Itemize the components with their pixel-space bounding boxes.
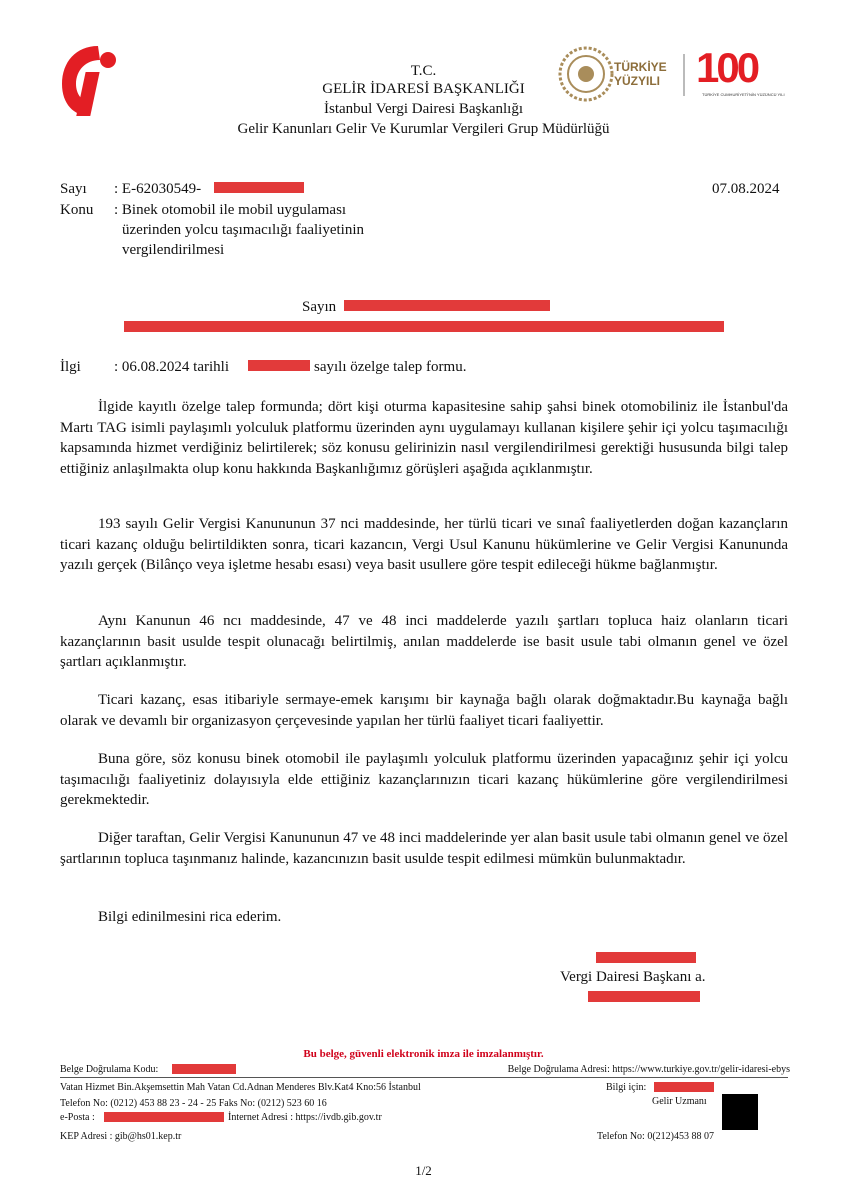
redaction-bar	[124, 321, 724, 332]
body-paragraph-3: Aynı Kanunun 46 ncı maddesinde, 47 ve 48 inci maddelerde yazılı şartları topluca haiz olanların ticari kazançlarının basit usulde tespit olunacağı belirtilmiş, anılan maddelerde ise basit usule tabi olmanın genel ve özel şartları açıklanmıştır.	[60, 613, 788, 670]
office-address: Vatan Hizmet Bin.Akşemsettin Mah Vatan Cd.Adnan Menderes Blv.Kat4 Kno:56 İstanbul	[60, 1082, 421, 1093]
body-paragraph-6: Diğer taraftan, Gelir Vergisi Kanununun 47 ve 48 inci maddelerinde yer alan basit usule tabi olmanın genel ve özel şartlarının topluca taşınmanız halinde, kazancınızın basit usulde tespit edilmesi mümkün bulunmaktadır.	[60, 830, 788, 867]
header-group: Gelir Kanunları Gelir Ve Kurumlar Vergileri Grup Müdürlüğü	[237, 121, 610, 137]
email-label: e-Posta :	[60, 1112, 95, 1123]
ilgi-prefix: : 06.08.2024 tarihli	[114, 359, 229, 375]
redaction-bar	[104, 1112, 224, 1122]
redaction-bar	[654, 1082, 714, 1092]
header-tc: T.C.	[410, 63, 437, 79]
esign-notice: Bu belge, güvenli elektronik imza ile imzalanmıştır.	[303, 1048, 544, 1060]
page-number: 1/2	[415, 1163, 432, 1178]
turkiye-yuzyili-text: TÜRKİYE YÜZYILI	[614, 60, 667, 88]
redaction-bar	[596, 952, 696, 963]
body-paragraph-2: 193 sayılı Gelir Vergisi Kanununun 37 nci maddesinde, her türlü ticari ve sınaî faaliyetlerden doğan kazançların ticari kazanç olduğu belirtildikten sonra, ticari kazancın, Vergi Usul Kanunu hükümlerine ve Gelir Vergisi Kanununda yazılı gerçek (Bilânço veya işletme hesabı esası) veya basit usullere göre tespit edileceği hükme bağlanmıştır.	[60, 516, 788, 573]
redaction-bar	[344, 300, 550, 311]
redaction-bar	[214, 182, 304, 193]
document-date: 07.08.2024	[712, 181, 780, 197]
redaction-bar	[588, 991, 700, 1002]
contact-title: Gelir Uzmanı	[652, 1096, 707, 1107]
ilgi-suffix: sayılı özelge talep formu.	[314, 359, 467, 375]
qr-code	[722, 1094, 758, 1130]
konu-label: Konu	[60, 202, 94, 218]
phone-fax: Telefon No: (0212) 453 88 23 - 24 - 25 Faks No: (0212) 523 60 16	[60, 1098, 327, 1109]
redaction-bar	[172, 1064, 236, 1074]
verification-code-label: Belge Doğrulama Kodu:	[60, 1064, 159, 1075]
redaction-bar	[248, 360, 310, 371]
body-paragraph-4: Ticari kazanç, esas itibariyle sermaye-emek karışımı bir kaynağa bağlı olarak doğmaktadır.Bu kaynağa bağlı olarak ve devamlı bir organizasyon çerçevesinde yapılan her türlü faaliyet ticari faaliyettir.	[60, 692, 788, 729]
phone-right: Telefon No: 0(212)453 88 07	[596, 1131, 714, 1142]
ilgi-label: İlgi	[60, 359, 81, 375]
sayi-value: : E-62030549-	[114, 181, 202, 197]
header-department: İstanbul Vergi Dairesi Başkanlığı	[324, 101, 523, 117]
kep-address: KEP Adresi : gib@hs01.kep.tr	[60, 1131, 182, 1142]
addressee-sayin: Sayın	[302, 299, 337, 315]
konu-value-line-3: vergilendirilmesi	[122, 242, 225, 258]
verification-address: Belge Doğrulama Adresi: https://www.turkiye.gov.tr/gelir-idaresi-ebys	[507, 1064, 790, 1075]
footer-divider	[60, 1077, 788, 1078]
sayi-label: Sayı	[60, 181, 87, 197]
internet-address[interactable]: İnternet Adresi : https://ivdb.gib.gov.tr	[228, 1112, 382, 1123]
yuzuncu-yil-subtitle: TÜRKİYE CUMHURİYETİ'NİN YÜZÜNCÜ YILI	[702, 92, 785, 97]
konu-value-line-1: : Binek otomobil ile mobil uygulaması	[114, 202, 347, 218]
closing-line: Bilgi edinilmesini rica ederim.	[98, 909, 282, 925]
konu-value-line-2: üzerinden yolcu taşımacılığı faaliyetinin	[122, 222, 364, 238]
header-institution: GELİR İDARESİ BAŞKANLIĞI	[322, 81, 525, 97]
body-paragraph-1: İlgide kayıtlı özelge talep formunda; dört kişi oturma kapasitesine sahip şahsi binek otomobiliniz ile İstanbul'da Martı TAG isimli paylaşımlı yolculuk platformu üzerinden aynı uygulamayı kullanan kişilere şehir içi yolcu taşımacılığı kapsamında hizmet verdiğiniz belirtilerek; söz konusu gelirinizin nasıl vergilendirilmesi gerektiği hususunda bilgi talep ettiğiniz anlaşılmakta olup konu hakkında Başkanlığımız görüşleri aşağıda açıklanmıştır.	[60, 399, 788, 477]
signature-title: Vergi Dairesi Başkanı a.	[560, 969, 706, 985]
contact-label: Bilgi için:	[606, 1082, 647, 1093]
yuzuncu-yil-number: 100	[696, 44, 758, 91]
body-paragraph-5: Buna göre, söz konusu binek otomobil ile paylaşımlı yolculuk platformu üzerinden yapacağınız şehir içi yolcu taşımacılığı faaliyetiniz dolayısıyla elde ettiğiniz kazançlarınızın ticari kazanç hükümlerine göre vergilendirilmesi gerekmektedir.	[60, 751, 788, 808]
